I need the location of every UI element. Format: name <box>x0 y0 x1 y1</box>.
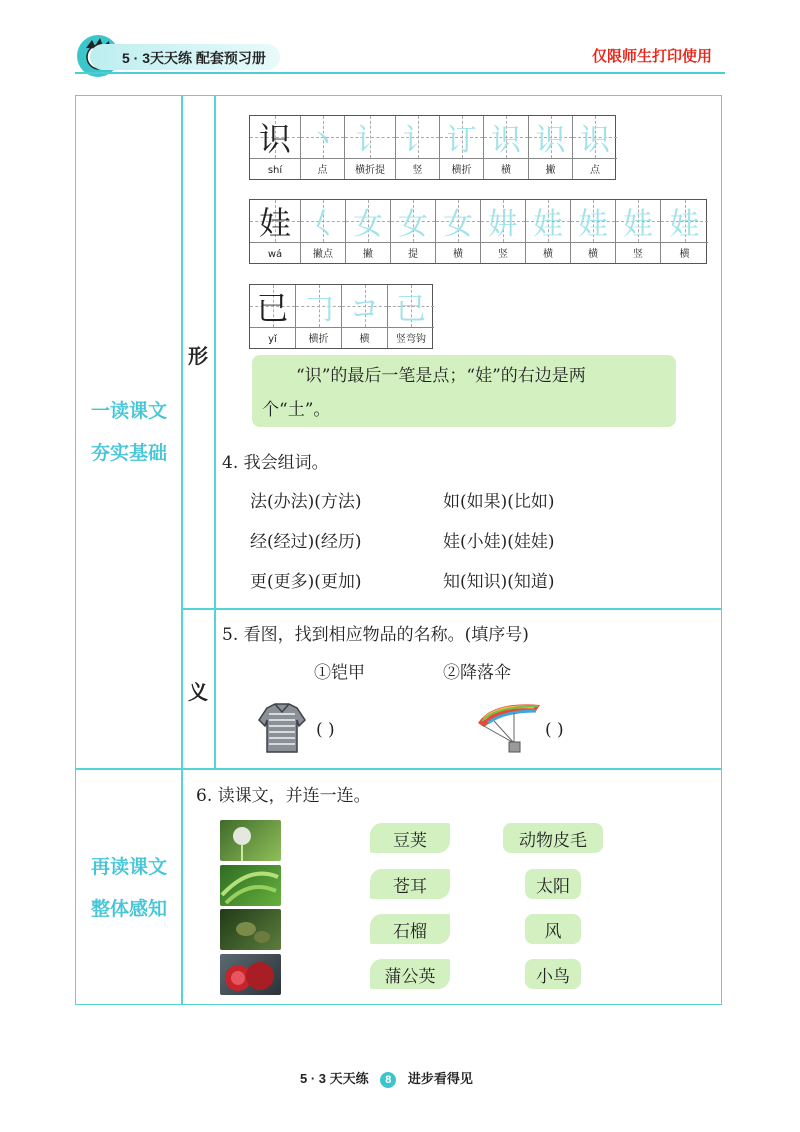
match-left-item[interactable]: 豆荚 <box>370 823 450 853</box>
stroke-grid <box>388 285 434 328</box>
stroke-grid <box>296 285 341 328</box>
char-main-cell <box>250 116 301 179</box>
cocklebur-photo <box>220 909 281 950</box>
stroke-grid <box>301 200 345 243</box>
stroke-name: 撇点 <box>313 249 333 260</box>
stroke-cell <box>484 116 529 179</box>
stroke-name: 横 <box>359 334 370 345</box>
stroke-name: 点 <box>317 165 328 176</box>
char-main-grid <box>250 200 300 243</box>
q5-option-parachute: ②降落伞 <box>443 663 511 683</box>
stroke-grid <box>481 200 525 243</box>
stroke-glyph: 识 <box>535 123 566 158</box>
match-left-item[interactable]: 石榴 <box>370 914 450 944</box>
stroke-name: 横折 <box>451 165 472 176</box>
q4-word-1-2: 如(如果)(比如) <box>443 492 555 512</box>
stroke-cell <box>388 285 434 348</box>
stroke-glyph: 娃 <box>533 207 563 242</box>
stroke-cell <box>616 200 661 263</box>
q4-title: 4. 我会组词。 <box>222 453 329 473</box>
stroke-name: 竖 <box>498 249 508 260</box>
stroke-cell <box>346 200 391 263</box>
stroke-name: 横 <box>543 249 553 260</box>
stroke-glyph: 妌 <box>488 207 518 242</box>
q5-option-armor: ①铠甲 <box>314 663 365 683</box>
q4-word-3-2: 知(知识)(知道) <box>443 572 555 592</box>
stroke-cell <box>481 200 526 263</box>
char-main-cell <box>250 200 301 263</box>
q4-word-2-2: 娃(小娃)(娃娃) <box>443 532 555 552</box>
q4-word-2-1: 经(经过)(经历) <box>250 532 362 552</box>
parachute-answer-blank[interactable]: ( ) <box>545 720 564 740</box>
shape-label: 形 <box>188 344 208 368</box>
stroke-glyph: 𠃌 <box>303 292 334 327</box>
stroke-grid <box>301 116 344 159</box>
stroke-glyph: 识 <box>580 123 610 158</box>
stroke-cell <box>661 200 708 263</box>
match-right-item[interactable]: 太阳 <box>525 869 581 899</box>
stroke-glyph: 已 <box>396 292 426 327</box>
pea-pod-photo <box>220 865 281 906</box>
parachute-image <box>474 697 542 759</box>
meaning-label: 义 <box>188 680 208 704</box>
match-right-item[interactable]: 小鸟 <box>525 959 581 989</box>
stroke-name: 横 <box>588 249 598 260</box>
char-main-cell <box>250 285 296 348</box>
char-row-yi <box>249 284 433 349</box>
stroke-grid <box>529 116 572 159</box>
char-main-grid <box>250 116 300 159</box>
stroke-name: 横 <box>679 249 690 260</box>
stroke-glyph: 订 <box>446 123 477 158</box>
char-pinyin: wá <box>267 249 283 260</box>
stroke-cell <box>391 200 436 263</box>
stroke-name: 横 <box>453 249 463 260</box>
stroke-grid <box>345 116 395 159</box>
stroke-cell <box>396 116 440 179</box>
stroke-grid <box>391 200 435 243</box>
pomegranate-photo <box>220 954 281 995</box>
section-first-line1: 一读课文 <box>90 400 167 422</box>
tip-box <box>252 355 676 427</box>
match-right-item[interactable]: 风 <box>525 914 581 944</box>
armor-answer-blank[interactable]: ( ) <box>316 720 335 740</box>
stroke-grid <box>573 116 617 159</box>
stroke-glyph: 女 <box>443 207 473 242</box>
section-label-second <box>76 846 182 930</box>
char-main-glyph: 娃 <box>258 204 291 242</box>
stroke-name: 竖 <box>412 165 423 176</box>
stroke-grid <box>436 200 480 243</box>
stroke-grid <box>396 116 439 159</box>
stroke-glyph: 娃 <box>623 207 653 242</box>
stroke-cell <box>436 200 481 263</box>
char-main-glyph: 已 <box>256 289 289 327</box>
footer-slogan: 进步看得见 <box>407 1071 473 1086</box>
section-label-first <box>76 390 182 474</box>
stroke-grid <box>342 285 387 328</box>
print-notice: 仅限师生打印使用 <box>592 47 713 65</box>
stroke-glyph: 讠 <box>402 123 433 158</box>
frame-divider-row1 <box>181 608 722 610</box>
stroke-cell <box>571 200 616 263</box>
stroke-cell <box>301 200 346 263</box>
char-pinyin: yǐ <box>268 334 277 345</box>
char-row-wa <box>249 199 707 264</box>
stroke-glyph: コ <box>349 292 380 327</box>
armor-image <box>253 700 311 758</box>
stroke-grid <box>616 200 660 243</box>
page-number-badge: 8 <box>380 1072 396 1088</box>
stroke-glyph: 娃 <box>578 207 608 242</box>
stroke-cell <box>573 116 617 179</box>
stroke-glyph: 丶 <box>307 123 338 158</box>
stroke-grid <box>526 200 570 243</box>
stroke-cell <box>529 116 573 179</box>
stroke-grid <box>440 116 483 159</box>
match-left-item[interactable]: 苍耳 <box>370 869 450 899</box>
q5-title: 5. 看图，找到相应物品的名称。(填序号) <box>222 625 529 645</box>
stroke-cell <box>526 200 571 263</box>
stroke-cell <box>301 116 345 179</box>
char-main-glyph: 识 <box>258 120 291 158</box>
stroke-name: 竖 <box>633 249 643 260</box>
frame-divider-col2 <box>214 95 216 769</box>
tip-line1: “识”的最后一笔是点；“娃”的右边是两 <box>296 366 586 386</box>
frame-divider-row2 <box>75 768 722 770</box>
stroke-grid <box>346 200 390 243</box>
stroke-cell <box>345 116 396 179</box>
stroke-glyph: 𡿨 <box>308 207 338 242</box>
stroke-glyph: 娃 <box>669 207 700 242</box>
q6-title: 6. 读课文，并连一连。 <box>196 786 371 806</box>
stroke-grid <box>571 200 615 243</box>
char-main-grid <box>250 285 295 328</box>
char-row-shi <box>249 115 616 180</box>
stroke-glyph: 识 <box>491 123 521 158</box>
stroke-name: 点 <box>590 165 600 176</box>
section-first-line2: 夯实基础 <box>90 442 167 464</box>
stroke-glyph: 女 <box>398 207 428 242</box>
char-pinyin: shí <box>267 165 283 176</box>
stroke-grid <box>661 200 708 243</box>
book-title: 5 · 3天天练 配套预习册 <box>122 50 266 66</box>
stroke-cell <box>440 116 484 179</box>
stroke-cell <box>296 285 342 348</box>
stroke-name: 横折 <box>308 334 329 345</box>
stroke-name: 提 <box>408 249 418 260</box>
stroke-name: 撇 <box>545 165 556 176</box>
dandelion-photo <box>220 820 281 861</box>
stroke-cell <box>342 285 388 348</box>
stroke-name: 横 <box>501 165 511 176</box>
q4-word-3-1: 更(更多)(更加) <box>250 572 362 592</box>
q4-word-1-1: 法(办法)(方法) <box>250 492 362 512</box>
stroke-name: 撇 <box>363 249 373 260</box>
tip-line2: 个“土”。 <box>262 400 331 420</box>
footer-brand: 5 · 3 天天练 <box>300 1071 369 1086</box>
section-second-line1: 再读课文 <box>90 856 167 878</box>
match-right-item[interactable]: 动物皮毛 <box>503 823 603 853</box>
page-footer <box>300 1068 473 1088</box>
match-left-item[interactable]: 蒲公英 <box>370 959 450 989</box>
stroke-grid <box>484 116 528 159</box>
stroke-glyph: 女 <box>353 207 383 242</box>
header-divider <box>75 72 725 74</box>
stroke-glyph: 讠 <box>355 123 385 158</box>
stroke-name: 竖弯钩 <box>396 334 426 345</box>
stroke-name: 横折提 <box>355 165 385 176</box>
section-second-line2: 整体感知 <box>90 898 167 920</box>
